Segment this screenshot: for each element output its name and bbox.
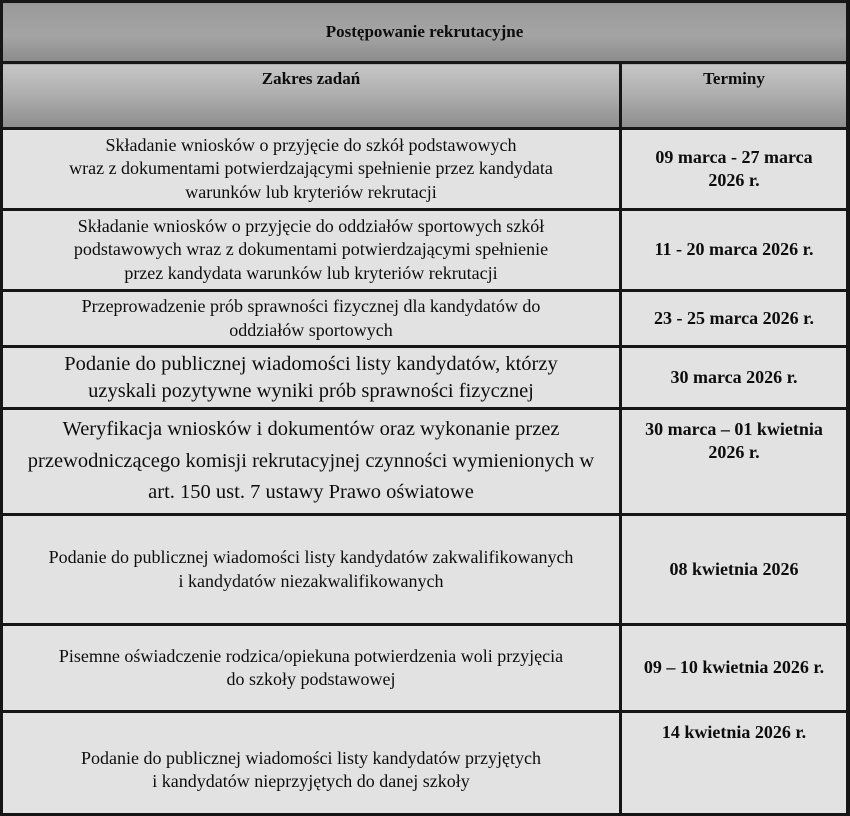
table-title-row [2, 2, 848, 63]
date-cell [621, 129, 848, 210]
task-cell [2, 210, 621, 291]
date-line: 09 marca - 27 marca [655, 146, 813, 167]
date-line: 2026 r. [708, 442, 760, 463]
header-dates: Terminy [621, 63, 848, 129]
table-row [2, 625, 848, 712]
date-cell [621, 291, 848, 347]
task-line: Składanie wniosków o przyjęcie do szkół podstawowych [105, 134, 517, 155]
table-row [2, 409, 848, 515]
task-line: przewodniczącego komisji rekrutacyjnej czynności wymienionych w [27, 449, 595, 472]
date-cell [621, 409, 848, 515]
task-cell [2, 712, 621, 815]
task-line: przez kandydata warunków lub kryteriów rekrutacji [124, 262, 498, 283]
table-row [2, 291, 848, 347]
table-row [2, 515, 848, 625]
task-line: Podanie do publicznej wiadomości listy kandydatów, którzy [64, 352, 558, 375]
task-cell [2, 409, 621, 515]
task-line: art. 150 ust. 7 ustawy Prawo oświatowe [148, 481, 474, 504]
table-title: Postępowanie rekrutacyjne [2, 2, 848, 63]
task-line: i kandydatów nieprzyjętych do danej szkoły [152, 771, 470, 791]
task-line: wraz z dokumentami potwierdzającymi spełnienie przez kandydata [69, 158, 553, 179]
date-cell [621, 625, 848, 712]
date-line: 23 - 25 marca 2026 r. [654, 307, 814, 328]
date-line: 30 marca 2026 r. [670, 366, 798, 387]
task-line: warunków lub kryteriów rekrutacji [185, 181, 437, 202]
date-cell [621, 515, 848, 625]
task-cell [2, 625, 621, 712]
task-line: uzyskali pozytywne wyniki prób sprawności fizycznej [88, 379, 534, 402]
date-line: 2026 r. [708, 170, 760, 190]
date-cell [621, 347, 848, 409]
task-cell [2, 291, 621, 347]
task-line: oddziałów sportowych [229, 319, 393, 340]
task-line: i kandydatów niezakwalifikowanych [178, 570, 444, 591]
task-line: Podanie do publicznej wiadomości listy kandydatów przyjętych [81, 747, 541, 768]
task-cell [2, 129, 621, 210]
task-line: Podanie do publicznej wiadomości listy kandydatów zakwalifikowanych [48, 547, 574, 568]
table-row [2, 129, 848, 210]
table-row [2, 347, 848, 409]
table-row [2, 712, 848, 815]
table-row [2, 210, 848, 291]
task-line: podstawowych wraz z dokumentami potwierdzającymi spełnienie [73, 239, 549, 260]
date-cell [621, 712, 848, 815]
date-line: 14 kwietnia 2026 r. [661, 722, 807, 742]
task-cell [2, 347, 621, 409]
task-line: Przeprowadzenie prób sprawności fizycznej dla kandydatów do [81, 296, 541, 317]
task-line: do szkoły podstawowej [226, 669, 396, 689]
date-line: 09 – 10 kwietnia 2026 r. [643, 657, 825, 678]
date-line: 30 marca – 01 kwietnia [645, 419, 823, 439]
header-tasks: Zakres zadań [2, 63, 621, 129]
date-line: 11 - 20 marca 2026 r. [654, 239, 814, 260]
task-cell [2, 515, 621, 625]
task-line: Składanie wniosków o przyjęcie do oddziałów sportowych szkół [77, 215, 545, 236]
table-header-row [2, 63, 848, 129]
task-line: Pisemne oświadczenie rodzica/opiekuna potwierdzenia woli przyjęcia [58, 645, 564, 666]
date-cell [621, 210, 848, 291]
date-line: 08 kwietnia 2026 [669, 558, 799, 579]
task-line: Weryfikacja wniosków i dokumentów oraz wykonanie przez [62, 417, 560, 440]
